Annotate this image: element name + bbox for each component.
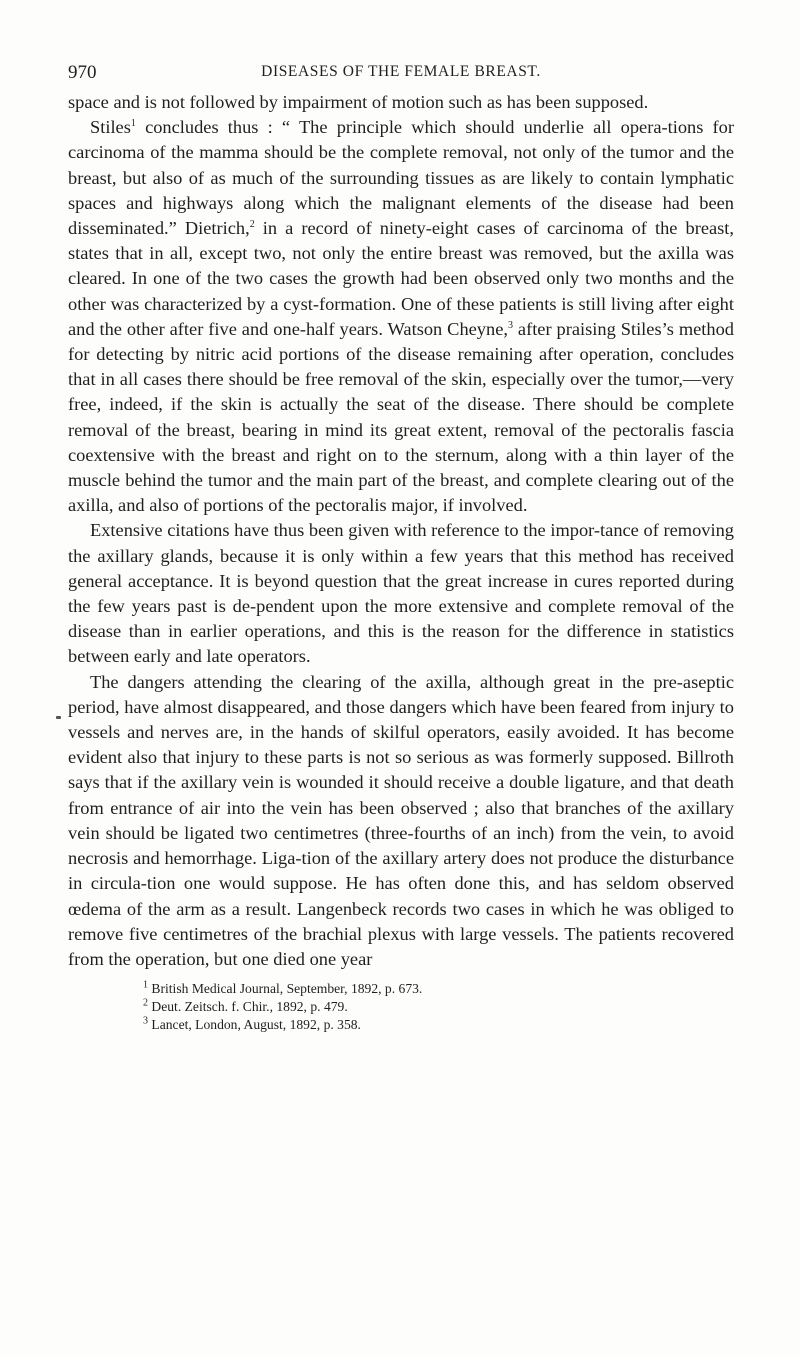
body-text	[68, 90, 734, 972]
paragraph-citations: Extensive citations have thus been given with reference to the impor-tance of removing the axillary glands, because it is only within a few years that this method has received general acceptance. It is beyond question that the great increase in cures reported during the few years past is de-pendent upon the more extensive and complete removal of the disease than in earlier operations, and this is the reason for the difference in statistics between early and late operators.	[68, 520, 734, 667]
book-page	[68, 60, 734, 1034]
footnote: $^3$ Lancet, London, August, 1892, p. 358.	[143, 1015, 361, 1033]
footnote-ref: 2	[249, 218, 255, 230]
paragraph-continuation: space and is not followed by impairment of motion such as has been supposed.	[68, 92, 649, 112]
page-header	[68, 60, 734, 90]
footnote-ref: 3	[507, 319, 513, 331]
page-number: 970	[68, 62, 97, 83]
footnote-ref: 1	[130, 118, 136, 130]
footnote: $^1$ British Medical Journal, September, 1892, p. 673.	[143, 979, 423, 997]
paragraph-stiles: Stiles$^1$ concludes thus : “ The principle which should underlie all opera-tions for carcinoma of the mamma should be the complete removal, not only of the tumor and the breast, but also of as much of the surrounding tissues as are likely to contain lymphatic spaces and highways along which the malignant elements of the disease had been disseminated.” Dietrich,$^2$ in a record of ninety-eight cases of carcinoma of the breast, states that in all, except two, not only the entire breast was removed, but the axilla was cleared. In one of the two cases the growth had been observed only two months and the other was characterized by a cyst-formation. One of these patients is still living after eight and the other after five and one-half years. Watson Cheyne,$^3$ after praising Stiles’s method for detecting by nitric acid portions of the disease remaining after operation, concludes that in all cases there should be free removal of the skin, especially over the tumor,—very free, indeed, if the skin is actually the seat of the disease. There should be complete removal of the breast, bearing in mind its great extent, removal of the pectoralis fascia coextensive with the breast and right on to the sternum, along with a thin layer of the muscle behind the tumor and the main part of the breast, and complete clearing out of the axilla, and also of portions of the pectoralis major, if involved.	[68, 117, 735, 516]
footnotes	[68, 980, 734, 1034]
margin-mark	[56, 716, 61, 719]
footnote: $^2$ Deut. Zeitsch. f. Chir., 1892, p. 479.	[143, 997, 348, 1015]
running-title: DISEASES OF THE FEMALE BREAST.	[261, 63, 541, 80]
paragraph-dangers: The dangers attending the clearing of the axilla, although great in the pre-aseptic period, have almost disappeared, and those dangers which have been feared from injury to vessels and nerves are, in the hands of skilful operators, easily avoided. It has become evident also that injury to these parts is not so serious as was formerly supposed. Billroth says that if the axillary vein is wounded it should receive a double ligature, and that death from entrance of air into the vein has been observed ; also that branches of the axillary vein should be ligated two centimetres (three-fourths of an inch) from the vein, to avoid necrosis and hemorrhage. Liga-tion of the axillary artery does not produce the disturbance in circula-tion one would suppose. He has often done this, and has seldom observed œdema of the arm as a result. Langenbeck records two cases in which he was obliged to remove five centimetres of the brachial plexus with large vessels. The patients recovered from the operation, but one died one year	[68, 671, 734, 969]
